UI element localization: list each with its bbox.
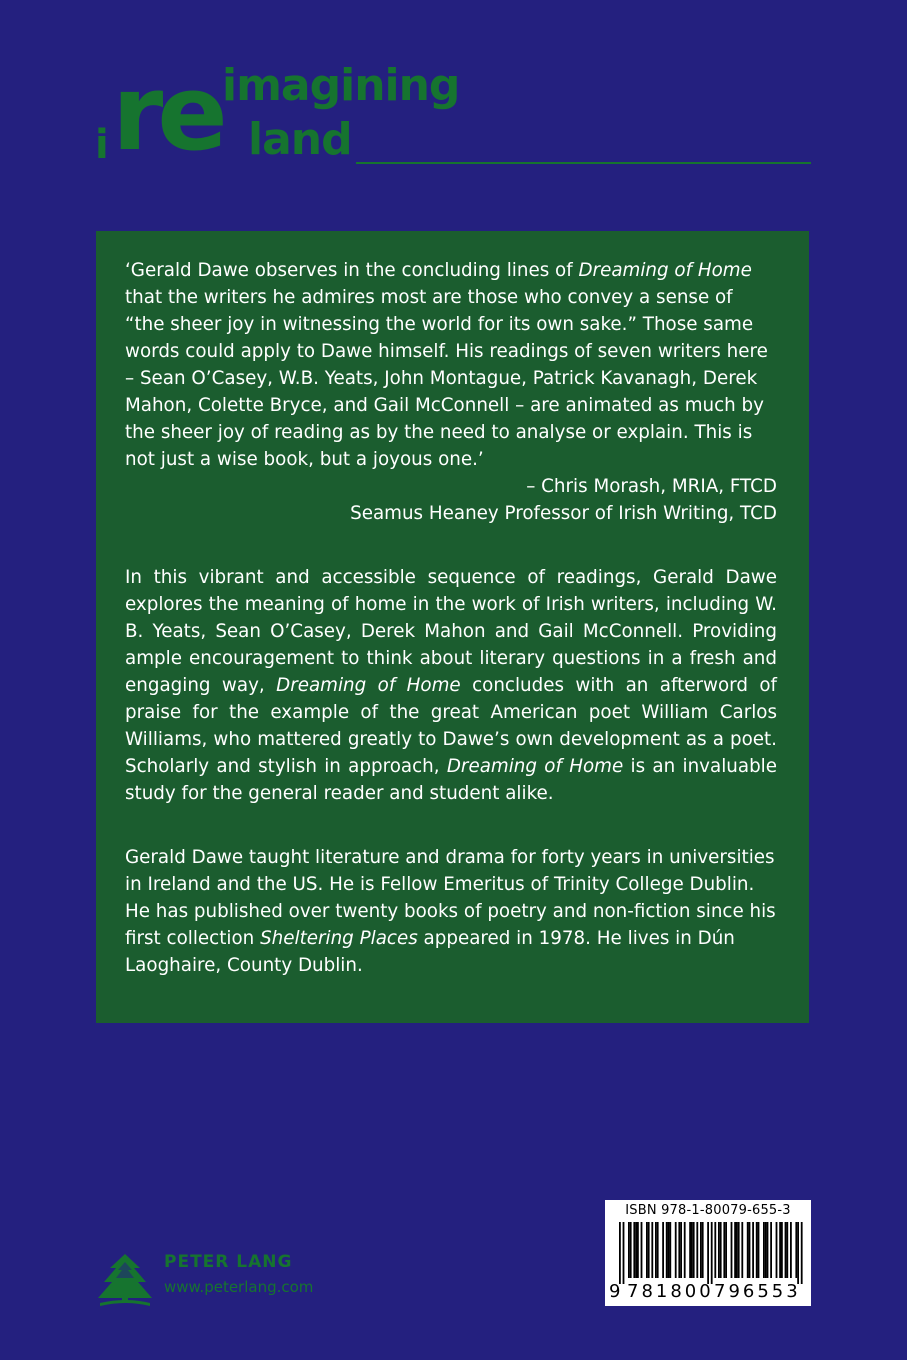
barcode-bar: [734, 1222, 736, 1278]
barcode-bar: [680, 1222, 682, 1278]
barcode-bar: [668, 1222, 670, 1278]
series-logo-re: re: [112, 52, 222, 174]
barcode-bar: [786, 1222, 788, 1278]
isbn-barcode: [605, 1200, 811, 1306]
barcode-bar: [756, 1222, 758, 1278]
bio-part-1: Gerald Dawe taught literature and drama for forty years in universities in Ireland and the US. He is Fellow Emeritus of Trinity College Dublin. He has published over twenty books of poetry and non-fiction since his first collection: [125, 847, 776, 949]
barcode-bar: [669, 1222, 671, 1278]
barcode-bar: [723, 1222, 725, 1278]
book-description: [125, 564, 777, 807]
barcode-bar: [738, 1222, 740, 1278]
series-logo-land: land: [248, 114, 352, 165]
bio-part-2: appeared in 1978. He lives in Dún Laoghaire, County Dublin.: [125, 928, 735, 976]
barcode-digits-left: 781800: [627, 1281, 714, 1302]
barcode-bar: [700, 1222, 702, 1278]
barcode-bar: [801, 1222, 803, 1284]
barcode-bar: [630, 1222, 632, 1278]
publisher-name: PETER LANG: [164, 1252, 293, 1272]
barcode-bar: [714, 1222, 716, 1278]
barcode-bar: [684, 1222, 686, 1278]
endorsement-quote: [125, 257, 777, 473]
barcode-bar: [693, 1222, 695, 1278]
series-logo-rule: [356, 162, 811, 164]
barcode-bar: [696, 1222, 698, 1278]
barcode-bar: [651, 1222, 653, 1278]
barcode-bar: [749, 1222, 751, 1278]
quote-attribution-title: Seamus Heaney Professor of Irish Writing, TCD: [350, 503, 777, 524]
series-logo-imagining: imagining: [222, 60, 460, 111]
barcode-bar: [763, 1222, 765, 1278]
barcode-bar: [689, 1222, 691, 1278]
barcode-bar: [797, 1222, 799, 1284]
description-title-2: Dreaming of Home: [446, 756, 624, 777]
series-logo-i: i: [95, 122, 109, 168]
barcode-bar: [666, 1222, 668, 1278]
publisher-url[interactable]: www.peterlang.com: [164, 1278, 314, 1296]
barcode-bar: [736, 1222, 738, 1278]
barcode-bar: [758, 1222, 760, 1278]
barcode-bar: [619, 1222, 621, 1284]
barcode-bar: [637, 1222, 639, 1278]
description-part-1: In this vibrant and accessible sequence of readings, Gerald Dawe explores the meaning of home in the work of Irish writers, including W. B. Yeats, Sean O’Casey, Derek Mahon and Gail McConnell. Providing ample encouragement to think about literary questions in a fresh and engaging way,: [125, 567, 777, 696]
barcode-bars: [605, 1222, 811, 1284]
quote-text-start: ‘Gerald Dawe observes in the concluding lines of: [125, 260, 579, 281]
barcode-bar: [628, 1222, 630, 1278]
barcode-bar: [747, 1222, 749, 1278]
description-part-3: is an invaluable study for the general reader and student alike.: [125, 756, 777, 804]
isbn-label: ISBN 978-1-80079-655-3: [625, 1203, 791, 1218]
barcode-bar: [655, 1222, 657, 1278]
description-title-1: Dreaming of Home: [276, 675, 461, 696]
barcode-bar: [741, 1222, 743, 1278]
publisher-logo: [94, 1252, 354, 1308]
description-part-2: concludes with an afterword of praise for the example of the great American poet William Carlos Williams, who mattered greatly to Dawe’s own development as a poet. Scholarly and stylish in approach,: [125, 675, 777, 777]
barcode-bar: [662, 1222, 664, 1278]
barcode-bar: [635, 1222, 637, 1278]
barcode-bar: [641, 1222, 643, 1278]
blurb-panel: [96, 231, 809, 1023]
barcode-bar: [765, 1222, 767, 1278]
author-bio: [125, 844, 777, 979]
publisher-tree-icon: [94, 1252, 156, 1308]
barcode-bar: [779, 1222, 781, 1278]
barcode-bar: [691, 1222, 693, 1278]
barcode-bar: [767, 1222, 769, 1278]
barcode-bar: [795, 1222, 797, 1278]
quote-text-rest: that the writers he admires most are those who convey a sense of “the sheer joy in witnessing the world for its own sake.” Those same words could apply to Dawe himself. His readings of seven writers here – Sean O’Casey, W.B. Yeats, John Montague, Patrick Kavanagh, Derek Mahon, Colette Bryce, and Gail McConnell – are animated as much by the sheer joy of reading as by the need to analyse or explain. This is not just a wise book, but a joyous one.’: [125, 287, 768, 470]
barcode-digit-first: 9: [609, 1281, 621, 1302]
barcode-bar: [790, 1222, 792, 1278]
barcode-bar: [718, 1222, 720, 1278]
barcode-bar: [657, 1222, 659, 1278]
barcode-bar: [725, 1222, 727, 1278]
barcode-bar: [785, 1222, 787, 1278]
series-logo: [92, 52, 812, 178]
barcode-bar: [781, 1222, 783, 1278]
barcode-bar: [702, 1222, 704, 1278]
barcode-bar: [776, 1222, 778, 1278]
barcode-bar: [720, 1222, 722, 1278]
quote-book-title: Dreaming of Home: [578, 260, 752, 281]
quote-attribution-name: – Chris Morash, MRIA, FTCD: [526, 476, 777, 497]
barcode-bar: [633, 1222, 635, 1278]
barcode-bar: [770, 1222, 772, 1278]
barcode-bar: [648, 1222, 650, 1278]
barcode-bar: [711, 1222, 713, 1284]
barcode-bar: [752, 1222, 754, 1278]
barcode-bar: [707, 1222, 709, 1284]
barcode-bar: [678, 1222, 680, 1278]
bio-book-title: Sheltering Places: [260, 928, 418, 949]
barcode-bar: [623, 1222, 625, 1284]
barcode-bar: [731, 1222, 733, 1278]
barcode-digits: [607, 1280, 809, 1304]
barcode-bar: [675, 1222, 677, 1278]
barcode-bar: [646, 1222, 648, 1278]
barcode-digits-right: 796553: [714, 1281, 801, 1302]
